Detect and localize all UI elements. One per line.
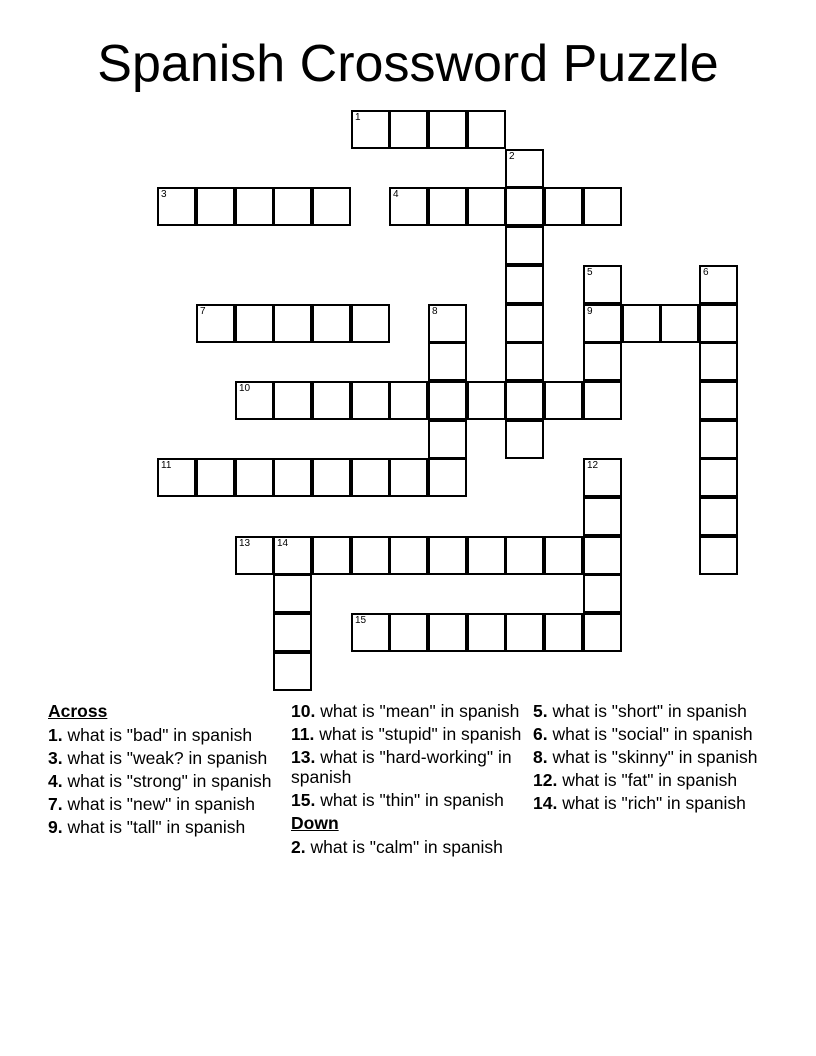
grid-cell[interactable]	[505, 149, 544, 188]
grid-cell[interactable]	[699, 304, 738, 343]
clue-number: 15.	[291, 790, 316, 810]
grid-cell[interactable]	[505, 381, 544, 420]
grid-cell[interactable]	[699, 381, 738, 420]
cell-number: 11	[161, 460, 172, 471]
grid-cell[interactable]	[467, 536, 506, 575]
grid-cell[interactable]	[196, 187, 235, 226]
grid-cell[interactable]	[583, 574, 622, 613]
clue-number: 2.	[291, 837, 306, 857]
clue-text: what is "hard-working" in spanish	[291, 747, 512, 787]
across-heading: Across	[48, 701, 108, 721]
clue-number: 8.	[533, 747, 548, 767]
clue-across-1	[48, 725, 283, 745]
grid-cell[interactable]	[699, 458, 738, 497]
clue-across-15	[291, 790, 526, 810]
grid-cell[interactable]	[505, 304, 544, 343]
grid-cell[interactable]	[235, 187, 274, 226]
clue-down-2	[291, 837, 526, 857]
clue-across-11	[291, 724, 526, 744]
clue-number: 10.	[291, 701, 316, 721]
grid-cell[interactable]	[428, 187, 467, 226]
grid-cell[interactable]	[389, 187, 428, 226]
cell-number: 13	[239, 538, 251, 549]
clue-number: 5.	[533, 701, 548, 721]
grid-cell[interactable]	[428, 342, 467, 381]
grid-cell[interactable]	[273, 536, 312, 575]
clue-text: what is "social" in spanish	[552, 724, 753, 744]
cell-number: 1	[355, 112, 361, 123]
grid-cell[interactable]	[157, 458, 196, 497]
clue-text: what is "tall" in spanish	[67, 817, 246, 837]
clue-number: 13.	[291, 747, 316, 767]
grid-cell[interactable]	[273, 613, 312, 652]
grid-cell[interactable]	[273, 304, 312, 343]
clue-across-9	[48, 817, 283, 837]
cell-number: 9	[587, 306, 593, 317]
clue-number: 11.	[291, 724, 315, 744]
cell-number: 3	[161, 189, 167, 200]
grid-cell[interactable]	[505, 342, 544, 381]
grid-cell[interactable]	[699, 342, 738, 381]
clue-text: what is "short" in spanish	[552, 701, 747, 721]
grid-cell[interactable]	[273, 574, 312, 613]
grid-cell[interactable]	[389, 613, 428, 652]
grid-cell[interactable]	[467, 110, 506, 149]
clue-text: what is "skinny" in spanish	[552, 747, 758, 767]
clue-across-3	[48, 748, 283, 768]
clues-column-3	[533, 701, 768, 816]
clue-across-10	[291, 701, 526, 721]
grid-cell[interactable]	[428, 304, 467, 343]
clue-number: 14.	[533, 793, 558, 813]
grid-cell[interactable]	[428, 536, 467, 575]
clue-across-13	[291, 747, 526, 787]
clue-across-4	[48, 771, 283, 791]
grid-cell[interactable]	[235, 304, 274, 343]
grid-cell[interactable]	[699, 497, 738, 536]
grid-cell[interactable]	[699, 536, 738, 575]
grid-cell[interactable]	[505, 420, 544, 459]
cell-number: 14	[277, 538, 289, 549]
grid-cell[interactable]	[583, 458, 622, 497]
grid-cell[interactable]	[428, 381, 467, 420]
clue-text: what is "strong" in spanish	[67, 771, 272, 791]
clue-text: what is "fat" in spanish	[562, 770, 738, 790]
grid-cell[interactable]	[660, 304, 699, 343]
grid-cell[interactable]	[312, 304, 351, 343]
grid-cell[interactable]	[389, 381, 428, 420]
grid-cell[interactable]	[583, 304, 622, 343]
grid-cell[interactable]	[389, 536, 428, 575]
clue-text: what is "weak? in spanish	[67, 748, 268, 768]
grid-cell[interactable]	[312, 381, 351, 420]
grid-cell[interactable]	[583, 381, 622, 420]
grid-cell[interactable]	[312, 536, 351, 575]
grid-cell[interactable]	[273, 458, 312, 497]
grid-cell[interactable]	[312, 187, 351, 226]
down-heading: Down	[291, 813, 339, 833]
grid-cell[interactable]	[467, 613, 506, 652]
clue-down-6	[533, 724, 768, 744]
grid-cell[interactable]	[428, 458, 467, 497]
grid-cell[interactable]	[351, 304, 390, 343]
grid-cell[interactable]	[389, 458, 428, 497]
grid-cell[interactable]	[505, 536, 544, 575]
clue-down-12	[533, 770, 768, 790]
grid-cell[interactable]	[505, 226, 544, 265]
clue-down-8	[533, 747, 768, 767]
cell-number: 6	[703, 267, 709, 278]
grid-cell[interactable]	[351, 536, 390, 575]
clue-number: 12.	[533, 770, 558, 790]
clue-number: 7.	[48, 794, 63, 814]
grid-cell[interactable]	[544, 187, 583, 226]
clue-down-14	[533, 793, 768, 813]
grid-cell[interactable]	[351, 458, 390, 497]
grid-cell[interactable]	[699, 265, 738, 304]
grid-cell[interactable]	[351, 381, 390, 420]
grid-cell[interactable]	[351, 110, 390, 149]
grid-cell[interactable]	[583, 497, 622, 536]
cell-number: 10	[239, 383, 251, 394]
clue-number: 9.	[48, 817, 63, 837]
grid-cell[interactable]	[583, 187, 622, 226]
clue-text: what is "new" in spanish	[67, 794, 256, 814]
clue-down-5	[533, 701, 768, 721]
cell-number: 8	[432, 306, 438, 317]
grid-cell[interactable]	[583, 536, 622, 575]
grid-cell[interactable]	[273, 187, 312, 226]
clue-number: 1.	[48, 725, 63, 745]
grid-cell[interactable]	[235, 458, 274, 497]
grid-cell[interactable]	[428, 110, 467, 149]
clue-text: what is "mean" in spanish	[320, 701, 520, 721]
cell-number: 4	[393, 189, 399, 200]
cell-number: 2	[509, 151, 515, 162]
grid-cell[interactable]	[273, 652, 312, 691]
clues-column-2	[291, 701, 526, 860]
grid-cell[interactable]	[235, 381, 274, 420]
clue-text: what is "stupid" in spanish	[319, 724, 522, 744]
grid-cell[interactable]	[505, 265, 544, 304]
grid-cell[interactable]	[622, 304, 661, 343]
clue-number: 6.	[533, 724, 548, 744]
grid-cell[interactable]	[351, 613, 390, 652]
grid-cell[interactable]	[428, 613, 467, 652]
grid-cell[interactable]	[583, 613, 622, 652]
grid-cell[interactable]	[505, 613, 544, 652]
grid-cell[interactable]	[544, 536, 583, 575]
clues-column-1	[48, 701, 283, 840]
grid-cell[interactable]	[273, 381, 312, 420]
clue-text: what is "rich" in spanish	[562, 793, 746, 813]
clue-number: 4.	[48, 771, 63, 791]
grid-cell[interactable]	[157, 187, 196, 226]
grid-cell[interactable]	[544, 613, 583, 652]
clue-text: what is "calm" in spanish	[310, 837, 503, 857]
clue-text: what is "thin" in spanish	[320, 790, 504, 810]
grid-cell[interactable]	[312, 458, 351, 497]
cell-number: 12	[587, 460, 599, 471]
grid-cell[interactable]	[583, 342, 622, 381]
cell-number: 15	[355, 615, 367, 626]
clue-number: 3.	[48, 748, 63, 768]
grid-cell[interactable]	[196, 458, 235, 497]
grid-cell[interactable]	[389, 110, 428, 149]
cell-number: 5	[587, 267, 593, 278]
clue-across-7	[48, 794, 283, 814]
grid-cell[interactable]	[583, 265, 622, 304]
grid-cell[interactable]	[428, 420, 467, 459]
grid-cell[interactable]	[235, 536, 274, 575]
page-title: Spanish Crossword Puzzle	[97, 35, 719, 93]
grid-cell[interactable]	[699, 420, 738, 459]
clue-text: what is "bad" in spanish	[67, 725, 253, 745]
grid-cell[interactable]	[467, 187, 506, 226]
grid-cell[interactable]	[505, 187, 544, 226]
cell-number: 7	[200, 306, 206, 317]
grid-cell[interactable]	[467, 381, 506, 420]
grid-cell[interactable]	[196, 304, 235, 343]
grid-cell[interactable]	[544, 381, 583, 420]
